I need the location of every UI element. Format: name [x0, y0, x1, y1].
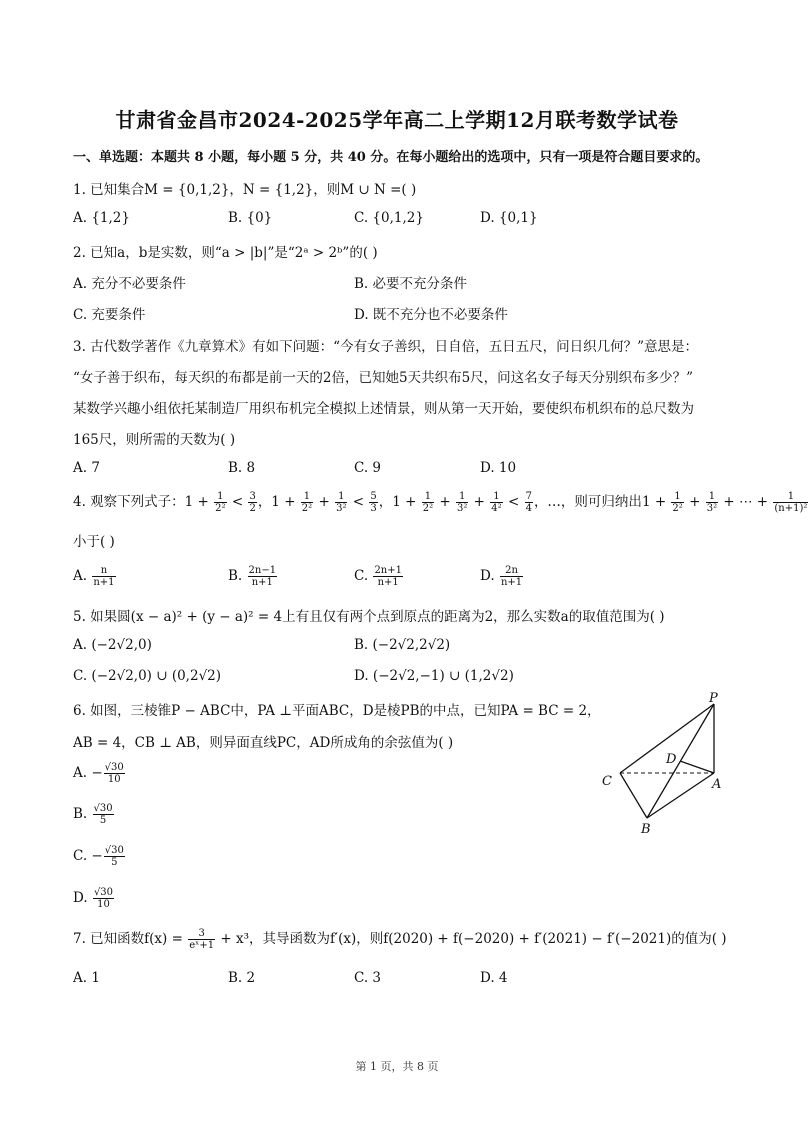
question-7-option-c: C. 3: [354, 970, 382, 986]
label-c: C: [602, 774, 612, 789]
question-5-option-a: A. (−2√2,0): [73, 637, 152, 653]
question-4-tail: ，…，则可归纳出: [533, 494, 642, 510]
page-title: 甘肃省金昌市2024-2025学年高二上学期12月联考数学试卷: [115, 108, 679, 132]
question-4-option-a: A. $\frac{n}{n+1}$: [73, 565, 115, 588]
question-4-option-c: C. $\frac{2n+1}{n+1}$: [354, 565, 402, 588]
question-4-stem: [73, 490, 809, 514]
label-d: D: [666, 752, 677, 767]
question-2-stem: 2. 已知a，b是实数，则“a > |b|”是“2ᵃ > 2ᵇ”的( ): [73, 245, 378, 261]
label-b: B: [641, 822, 651, 837]
question-4-formulas: 1 + $\frac{1}{\text{2²}}$ < $\frac{3}{2}$ ，1 + $\frac{1}{\text{2²}}$ + $\frac{1}{\text{3²}}$ < $\frac{5}{3}$ ，1 + $\frac{1}{\text{2²}}$ + $\frac{1}{\text{3²}}$ + $\frac{1}{\text{4²}}$ < $\frac{7}{4}$: [184, 491, 532, 514]
question-5-option-d: D. (−2√2,−1) ∪ (1,2√2): [354, 668, 514, 684]
question-3-line-1: 3. 古代数学著作《九章算术》有如下问题：“今有女子善织，日自倍，五日五尺，问日织几何？”意思是：: [73, 339, 698, 355]
question-5-stem: 5. 如果圆(x − a)² + (y − a)² = 4上有且仅有两个点到原点的距离为2，那么实数a的取值范围为( ): [73, 609, 665, 625]
label-p: P: [709, 691, 718, 706]
question-6-option-a: A. − $\frac{√30}{10}$: [73, 762, 124, 785]
question-1-option-a: A. {1,2}: [73, 210, 130, 226]
question-3-option-d: D. 10: [480, 460, 517, 476]
question-6-line-2: AB = 4，CB ⊥ AB，则异面直线PC，AD所成角的余弦值为( ): [73, 735, 454, 751]
question-7-option-d: D. 4: [480, 970, 508, 986]
question-2-option-c: C. 充要条件: [73, 307, 146, 323]
question-3-option-a: A. 7: [73, 460, 100, 476]
question-4-option-d: D. $\frac{2n}{n+1}$: [480, 565, 523, 588]
pyramid-figure: [590, 690, 740, 840]
question-1-option-b: B. {0}: [228, 210, 273, 226]
question-3-option-c: C. 9: [354, 460, 382, 476]
question-7-stem: 7. 已知函数f(x) = $\frac{3}{\text{eˣ+1}}$ + x³，其导函数为f′(x)，则f(2020) + f(−2020) + f′(2021) − f′(−2021)的值为( ): [73, 928, 727, 951]
question-2-option-a: A. 充分不必要条件: [73, 276, 186, 292]
question-1-stem: 1. 已知集合M = {0,1,2}，N = {1,2}，则M ∪ N =( ): [73, 182, 417, 198]
question-5-option-b: B. (−2√2,2√2): [354, 637, 451, 653]
edge-cb: [620, 773, 647, 818]
question-6-line-1: 6. 如图，三棱锥P − ABC中，PA ⊥平面ABC，D是棱PB的中点，已知PA = BC = 2，: [73, 703, 601, 719]
question-3-option-b: B. 8: [228, 460, 256, 476]
question-7-option-b: B. 2: [228, 970, 256, 986]
question-4-line-2: 小于( ): [73, 534, 115, 550]
question-7-option-a: A. 1: [73, 970, 100, 986]
question-3-line-3: 某数学兴趣小组依托某制造厂用织布机完全模拟上述情景，则从第一天开始，要使织布机织布的总尺数为: [73, 401, 694, 417]
question-2-option-b: B. 必要不充分条件: [354, 276, 468, 292]
question-6-option-c: C. − $\frac{√30}{5}$: [73, 845, 124, 868]
question-4-prefix: 4. 观察下列式子：: [73, 494, 185, 510]
question-1-option-c: C. {0,1,2}: [354, 210, 424, 226]
question-6-option-b: B. $\frac{√30}{5}$: [73, 803, 113, 826]
label-a: A: [712, 777, 722, 792]
question-1-option-d: D. {0,1}: [480, 210, 538, 226]
question-6-option-d: D. $\frac{√30}{10}$: [73, 887, 114, 910]
section-heading: 一、单选题：本题共 8 小题，每小题 5 分，共 40 分。在每小题给出的选项中，只有一项是符合题目要求的。: [73, 150, 709, 165]
question-2-option-d: D. 既不充分也不必要条件: [354, 307, 508, 323]
question-5-option-c: C. (−2√2,0) ∪ (0,2√2): [73, 668, 222, 684]
question-3-line-2: “女子善于织布，每天织的布都是前一天的2倍，已知她5天共织布5尺，问这名女子每天分别织布多少？”: [73, 370, 694, 386]
edge-ba: [647, 773, 714, 818]
question-3-line-4: 165尺，则所需的天数为( ): [73, 432, 236, 448]
page-footer: 第 1 页，共 8 页: [355, 1060, 439, 1073]
question-4-option-b: B. $\frac{2n-1}{n+1}$: [228, 565, 277, 588]
question-4-general: 1 + $\frac{1}{\text{2²}}$ + $\frac{1}{\text{3²}}$ + ⋯ + $\frac{1}{\text{(n+1)²}}$: [641, 491, 808, 514]
segment-ad: [680, 761, 714, 773]
